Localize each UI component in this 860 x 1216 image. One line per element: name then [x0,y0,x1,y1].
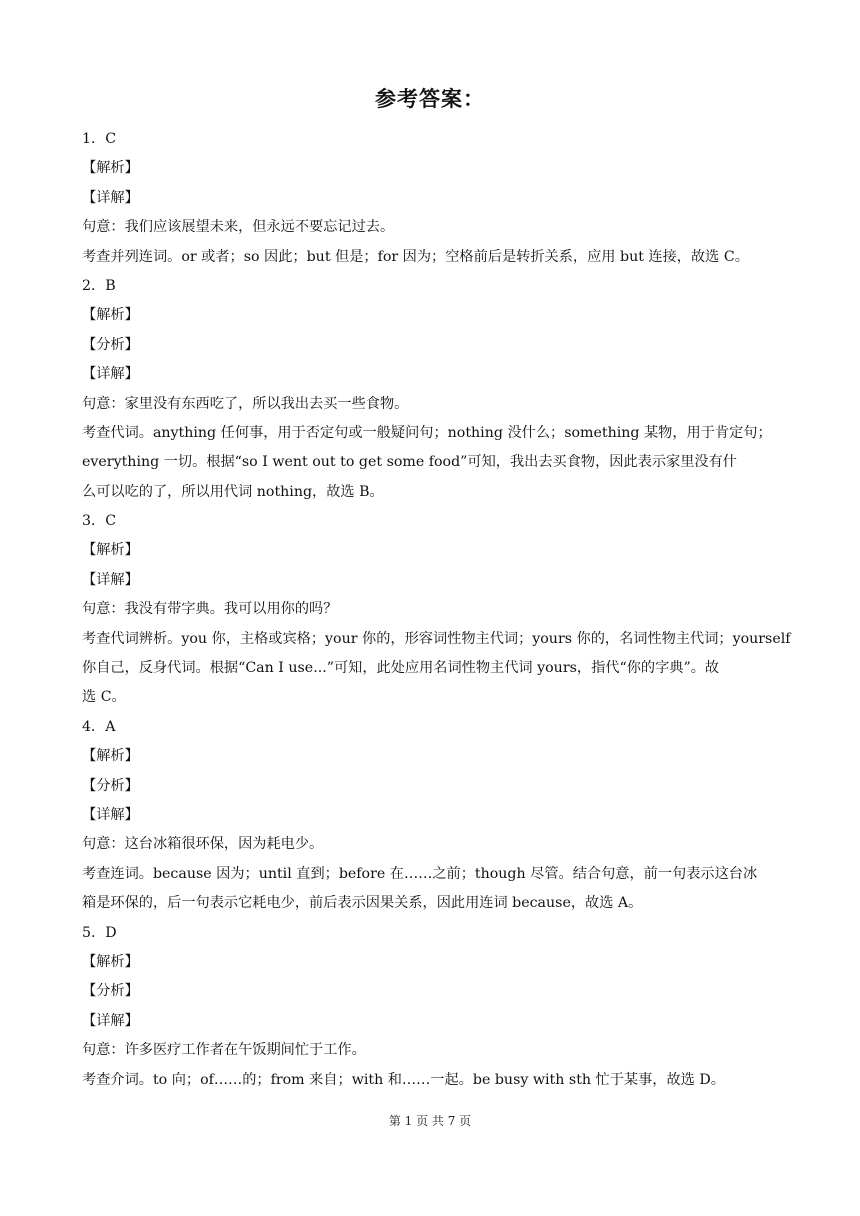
section-tag: 【解析】 [82,160,139,177]
section-tag: 【解析】 [82,748,139,765]
section-tag: 【解析】 [82,307,139,324]
answer-list [82,125,791,1095]
section-tag: 【解析】 [82,953,139,970]
explanation-line: 考查介词。to 向；of……的；from 来自；with 和……一起。be busy with sth 忙于某事，故选 D。 [82,1071,725,1088]
sentence-meaning: 句意：这台冰箱很环保，因为耗电少。 [82,836,324,853]
sentence-meaning: 句意：家里没有东西吃了，所以我出去买一些食物。 [82,395,409,412]
sentence-meaning: 句意：我没有带字典。我可以用你的吗？ [82,601,338,618]
answer-number: 1．C [82,131,117,147]
explanation-line: 箱是环保的，后一句表示它耗电少，前后表示因果关系，因此用连词 because，故选 A。 [82,895,643,912]
section-tag: 【分析】 [82,777,139,794]
explanation-line: 你自己，反身代词。根据“Can I use...”可知，此处应用名词性物主代词 yours，指代“你的字典”。故 [82,660,720,677]
page-footer: 第 1 页 共 7 页 [388,1114,472,1128]
section-tag: 【详解】 [82,806,139,823]
explanation-line: 么可以吃的了，所以用代词 nothing，故选 B。 [82,483,384,500]
answer-number: 2．B [82,277,116,294]
explanation-line: everything 一切。根据“so I went out to get some food”可知，我出去买食物，因此表示家里没有什 [82,454,737,471]
sentence-meaning: 句意：许多医疗工作者在午饭期间忙于工作。 [82,1042,366,1059]
page-title: 参考答案： [375,87,485,111]
explanation-line: 选 C。 [82,689,126,706]
explanation-line: 考查连词。because 因为；until 直到；before 在……之前；though 尽管。结合句意，前一句表示这台冰 [82,865,758,882]
answer-number: 5．D [82,924,117,941]
section-tag: 【详解】 [82,571,139,588]
section-tag: 【分析】 [82,983,139,1000]
section-tag: 【详解】 [82,366,139,383]
answer-number: 4．A [82,718,116,735]
section-tag: 【详解】 [82,189,139,206]
explanation-line: 考查并列连词。or 或者；so 因此；but 但是；for 因为；空格前后是转折关系，应用 but 连接，故选 C。 [82,248,749,265]
answer-number: 3．C [82,513,117,530]
section-tag: 【分析】 [82,336,139,353]
explanation-line: 考查代词辨析。you 你，主格或宾格；your 你的，形容词性物主代词；yours 你的，名词性物主代词；yourself [82,630,791,647]
explanation-line: 考查代词。anything 任何事，用于否定句或一般疑问句；nothing 没什么；something 某物，用于肯定句； [82,424,772,441]
section-tag: 【详解】 [82,1012,139,1029]
sentence-meaning: 句意：我们应该展望未来，但永远不要忘记过去。 [82,219,395,236]
section-tag: 【解析】 [82,542,139,559]
